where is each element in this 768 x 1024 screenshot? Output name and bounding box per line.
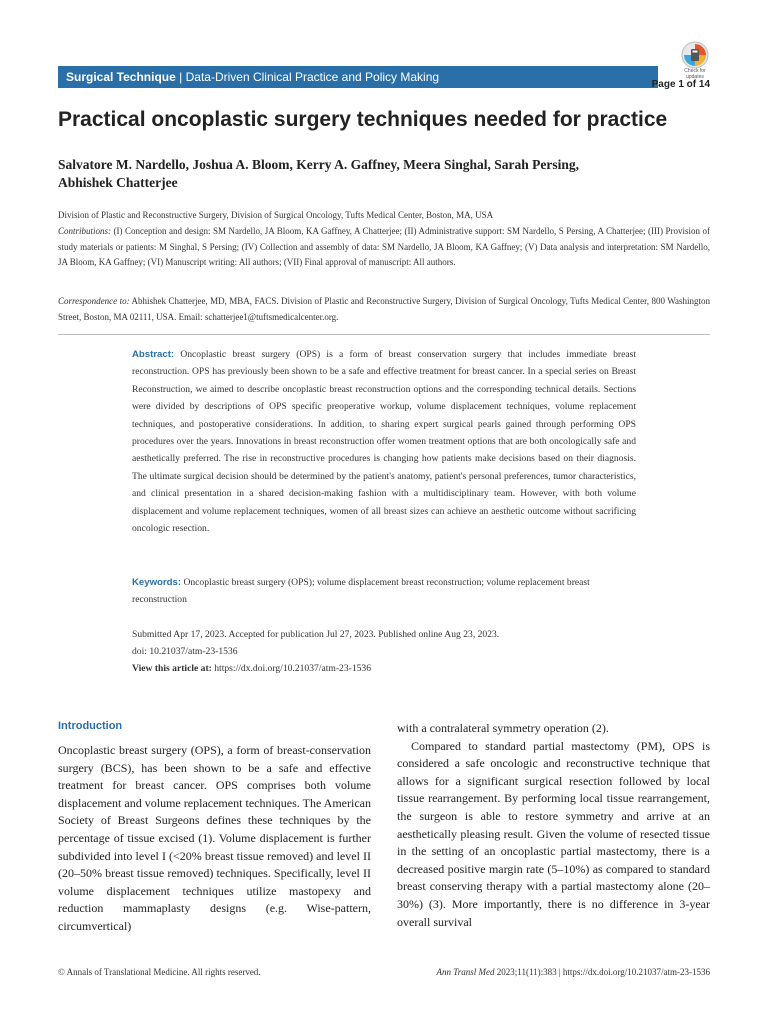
footer-citation-text: 2023;11(11):383 | https://dx.doi.org/10.21037/atm-23-1536 (494, 967, 710, 977)
intro-heading: Introduction (58, 720, 123, 732)
doi: doi: 10.21037/atm-23-1536 (132, 646, 238, 657)
header-bar (58, 66, 658, 88)
page-number: Page 1 of 14 (651, 79, 710, 90)
authors-line-2: Abhishek Chatterjee (58, 175, 178, 190)
header-separator: | (175, 70, 186, 84)
abstract (132, 346, 636, 537)
contributions-label: Contributions: (58, 226, 112, 236)
footer-copyright: © Annals of Translational Medicine. All rights reserved. (58, 967, 261, 977)
contributions (58, 224, 710, 271)
correspondence-label: Correspondence to: (58, 296, 130, 306)
view-label: View this article at: (132, 663, 212, 674)
abstract-label: Abstract: (132, 349, 175, 360)
intro-paragraph-2: Compared to standard partial mastectomy (PM), OPS is considered a safe oncologic and reconstructive technique that allows for a significant surgical resection followed by local tissue rearrangement. By performing local tissue rearrangement, the surgeon is able to restore symmetry and arrive at an aesthetically pleasing result. Given the volume of resected tissue in the setting of an oncoplastic partial mastectomy, there is a decreased positive margin rate (5–10%) as compared to standard breast conserving therapy with a partial mastectomy alone (20–30%) (3). More importantly, there is no difference in 3-year overall survival (397, 738, 710, 929)
crossmark-icon[interactable] (680, 40, 710, 70)
body-column-left (58, 720, 371, 936)
crossmark-label: Check for updates (684, 68, 706, 80)
submission-dates: Submitted Apr 17, 2023. Accepted for publication Jul 27, 2023. Published online Aug 23, 2023. (132, 629, 500, 640)
correspondence-text: Abhishek Chatterjee, MD, MBA, FACS. Division of Plastic and Reconstructive Surgery, Division of Surgical Oncology, Tufts Medical Center, 800 Washington Street, Boston, MA 02111, USA. Email: schatterjee1@tuftsmedicalcenter.org. (58, 296, 711, 322)
authors-line-1: Salvatore M. Nardello, Joshua A. Bloom, Kerry A. Gaffney, Meera Singhal, Sarah Persing, (58, 157, 579, 172)
intro-paragraph-1: Oncoplastic breast surgery (OPS), a form of breast-conservation surgery (BCS), has been shown to be a safe and effective treatment for breast cancer. OPS comprises both volume displacement and volume replacement techniques. The American Society of Breast Surgeons defines these techniques by the percentage of tissue excised (1). Volume displacement is further subdivided into level I (<20% breast tissue removed) and level II (20–50% breast tissue removed) techniques. Specifically, level II volume displacement techniques utilize mastopexy and reduction mammaplasty designs (e.g. Wise-pattern, circumvertical) (58, 743, 371, 933)
affiliation: Division of Plastic and Reconstructive Surgery, Division of Surgical Oncology, Tufts Medical Center, Boston, MA, USA (58, 210, 494, 220)
keywords-label: Keywords: (132, 577, 182, 588)
keywords-text: Oncoplastic breast surgery (OPS); volume displacement breast reconstruction; volume replacement breast reconstruction (132, 577, 590, 606)
header-section: Surgical Technique (66, 70, 176, 84)
author-list (58, 156, 698, 192)
header-series: Data-Driven Clinical Practice and Policy Making (185, 70, 440, 84)
divider (58, 334, 710, 335)
abstract-text: Oncoplastic breast surgery (OPS) is a form of breast conservation surgery that includes immediate breast reconstruction. OPS has previously been shown to be a safe and effective treatment for breast cancer. In a special series on Breast Reconstruction, we aimed to describe oncoplastic breast reconstruction options and the corresponding technical details. Sections were divided by descriptions of OPS specific preoperative workup, volume displacement techniques, volume replacement techniques, and postoperative considerations. In addition, to sharing expert surgical pearls gained through performing OPS procedures over the years. Innovations in breast reconstruction offer women treatment options that are both oncologically safe and aesthetically preferred. The rise in reconstructive procedures is changing how patients make decisions based on their diagnosis. The ultimate surgical decision should be determined by the patient's anatomy, patient's personal preferences, tumor characteristics, and clinical presentation in a shared decision-making fashion with a multidisciplinary team. However, with both volume displacement and volume replacement techniques, women of all breast sizes can achieve an aesthetic outcome without sacrificing oncologic resection. (132, 349, 636, 535)
view-article (132, 660, 636, 677)
view-link[interactable]: https://dx.doi.org/10.21037/atm-23-1536 (211, 663, 372, 674)
footer-journal: Ann Transl Med (436, 967, 495, 977)
contributions-text: (I) Conception and design: SM Nardello, JA Bloom, KA Gaffney, A Chatterjee; (II) Administrative support: SM Nardello, S Persing, A Chatterjee; (III) Provision of study materials or patients: M Singhal, S Persing; (IV) Collection and assembly of data: SM Nardello, JA Bloom, KA Gaffney; (V) Data analysis and interpretation: SM Nardello, JA Bloom, KA Gaffney; (VI) Manuscript writing: All authors; (VII) Final approval of manuscript: All authors. (58, 226, 710, 267)
keywords (132, 574, 636, 609)
body-column-right (397, 720, 710, 931)
submission-info (132, 626, 636, 677)
footer-citation (437, 967, 710, 977)
article-title: Practical oncoplastic surgery techniques needed for practice (58, 108, 668, 131)
intro-paragraph-1-cont: with a contralateral symmetry operation (2). (397, 721, 609, 735)
correspondence (58, 294, 710, 325)
